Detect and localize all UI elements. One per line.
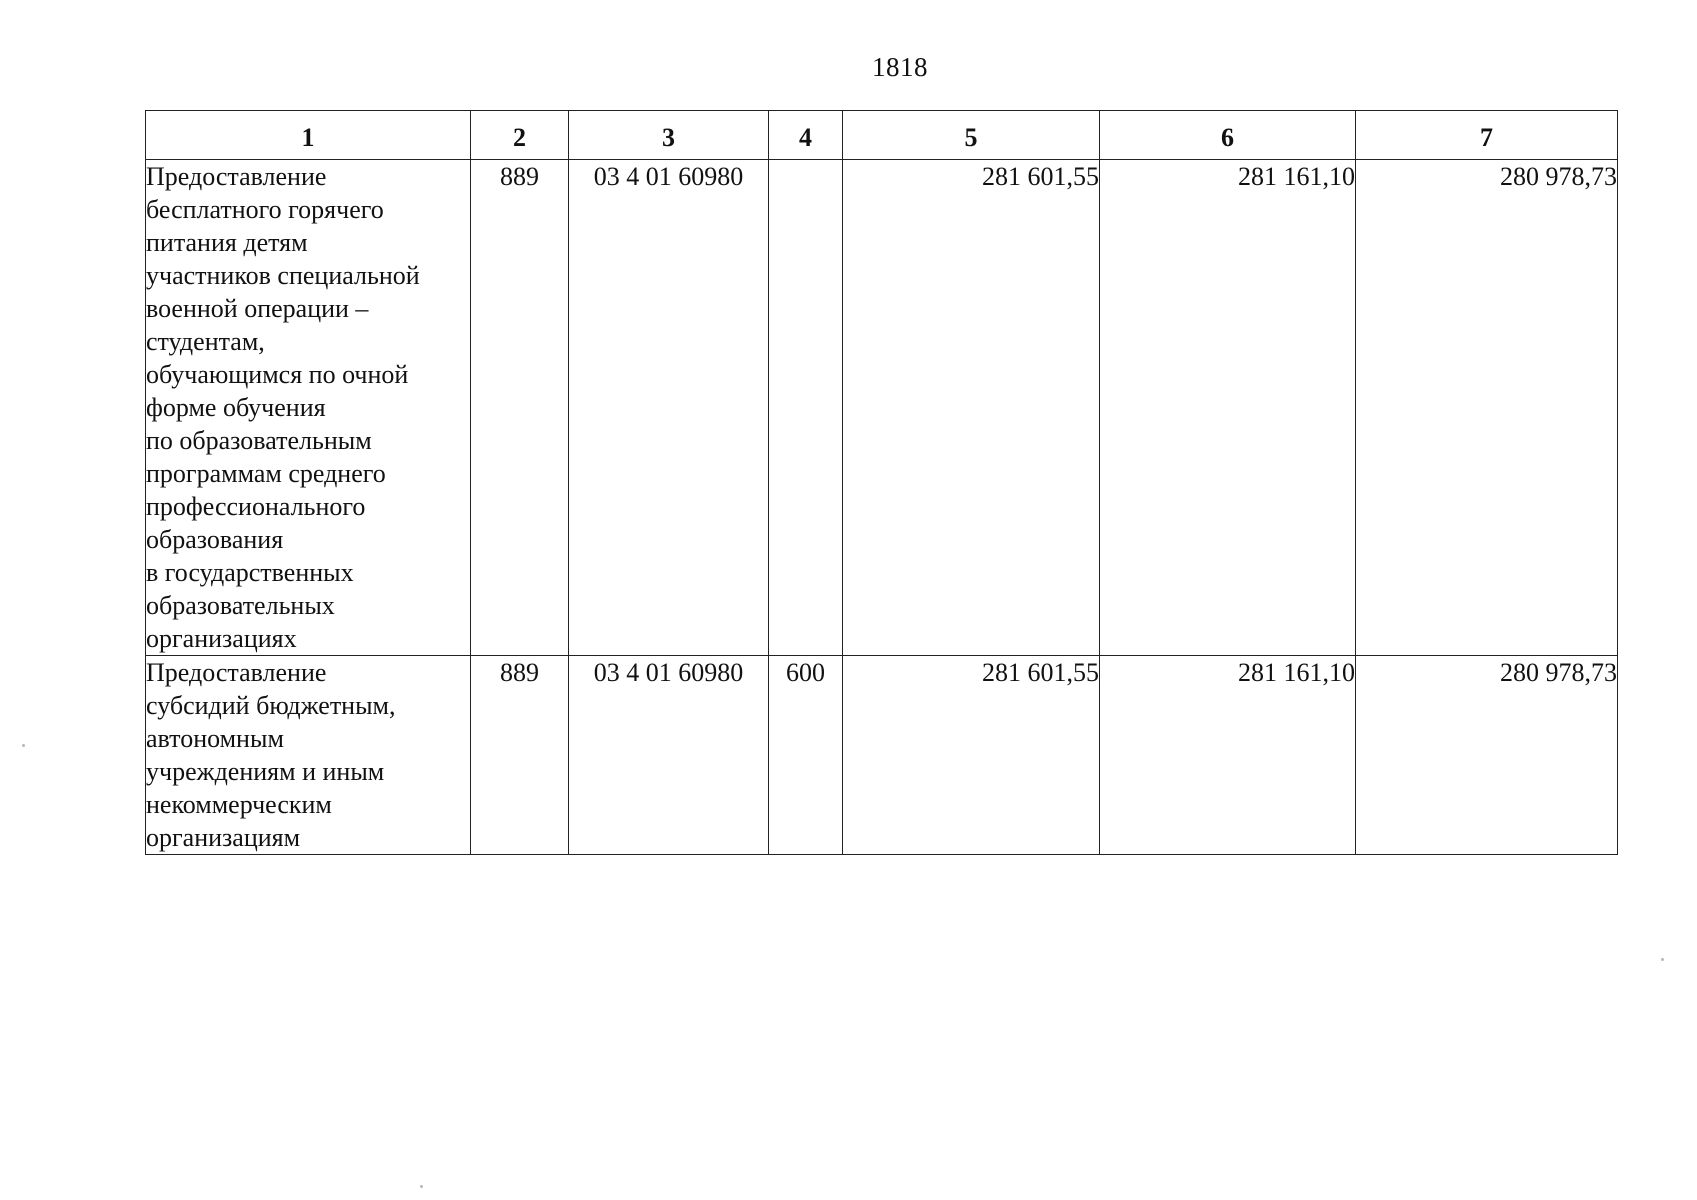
description-line: образования <box>146 525 284 554</box>
row-description <box>146 656 471 855</box>
description-line: субсидий бюджетным, <box>146 691 396 720</box>
cell-col-5: 281 601,55 <box>843 160 1100 656</box>
table-row <box>146 160 1618 656</box>
description-line: питания детям <box>146 228 308 257</box>
scan-speck <box>22 744 25 747</box>
header-col-4: 4 <box>769 111 843 160</box>
description-line: обучающимся по очной <box>146 360 409 389</box>
cell-col-2: 889 <box>471 656 569 855</box>
description-line: бесплатного горячего <box>146 195 384 224</box>
description-line: программам среднего <box>146 459 386 488</box>
cell-col-6: 281 161,10 <box>1100 160 1356 656</box>
cell-col-3: 03 4 01 60980 <box>569 160 769 656</box>
row-description <box>146 160 471 656</box>
header-col-7: 7 <box>1356 111 1618 160</box>
table-row <box>146 656 1618 855</box>
description-line: организациях <box>146 624 297 653</box>
header-row <box>146 111 1618 160</box>
description-line: в государственных <box>146 558 354 587</box>
cell-col-4: 600 <box>769 656 843 855</box>
cell-col-2: 889 <box>471 160 569 656</box>
header-col-6: 6 <box>1100 111 1356 160</box>
description-line: участников специальной <box>146 261 420 290</box>
description-line: организациям <box>146 823 301 852</box>
description-line: автономным <box>146 724 284 753</box>
description-line: некоммерческим <box>146 790 332 819</box>
description-line: образовательных <box>146 591 335 620</box>
cell-col-3: 03 4 01 60980 <box>569 656 769 855</box>
header-col-2: 2 <box>471 111 569 160</box>
description-line: профессионального <box>146 492 366 521</box>
cell-col-5: 281 601,55 <box>843 656 1100 855</box>
description-line: форме обучения <box>146 393 326 422</box>
description-line: Предоставление <box>146 162 327 191</box>
header-col-1: 1 <box>146 111 471 160</box>
scan-speck <box>420 1185 423 1188</box>
description-line: учреждениям и иным <box>146 757 385 786</box>
scan-speck <box>1661 958 1664 961</box>
cell-col-6: 281 161,10 <box>1100 656 1356 855</box>
header-col-3: 3 <box>569 111 769 160</box>
description-line: Предоставление <box>146 658 327 687</box>
description-line: по образовательным <box>146 426 372 455</box>
budget-table <box>145 110 1618 855</box>
cell-col-4 <box>769 160 843 656</box>
cell-col-7: 280 978,73 <box>1356 656 1618 855</box>
description-line: студентам, <box>146 327 265 356</box>
header-col-5: 5 <box>843 111 1100 160</box>
cell-col-7: 280 978,73 <box>1356 160 1618 656</box>
description-line: военной операции – <box>146 294 369 323</box>
page-number: 1818 <box>872 52 928 82</box>
